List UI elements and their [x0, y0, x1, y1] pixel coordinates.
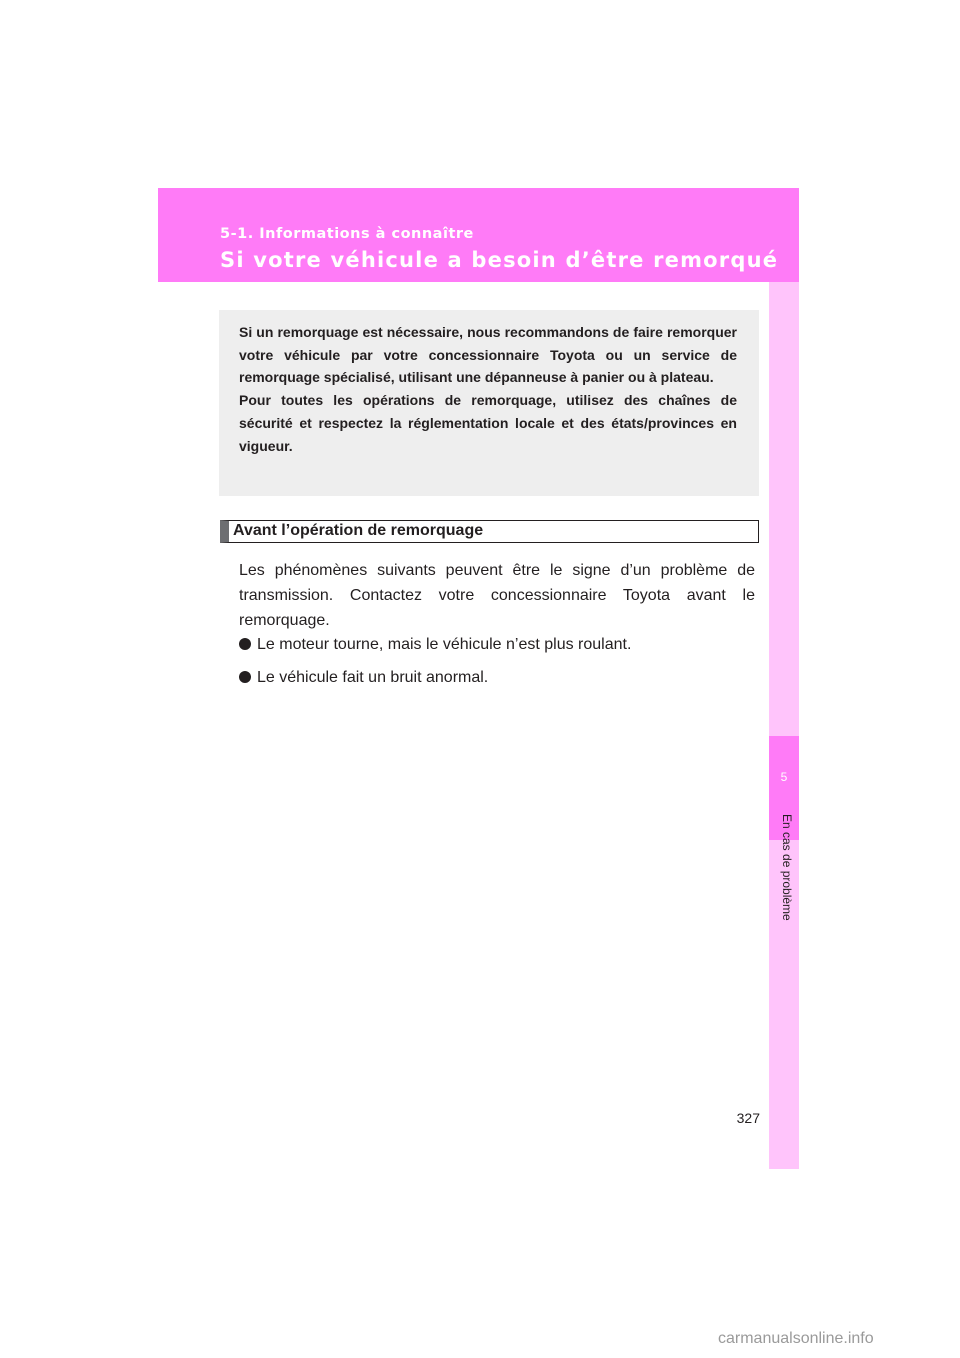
side-strip	[769, 282, 799, 1169]
chapter-number: 5	[780, 770, 788, 784]
bullet-text: Le moteur tourne, mais le véhicule n’est plus roulant.	[257, 636, 632, 653]
bullet-dot-icon	[239, 638, 251, 650]
bullet-dot-icon	[239, 671, 251, 683]
page-title: Si votre véhicule a besoin d’être remorqué	[220, 248, 779, 272]
page-number: 327	[736, 1110, 760, 1126]
intro-box	[219, 310, 759, 496]
bullet-item	[239, 636, 631, 654]
intro-paragraph-2: Pour toutes les opérations de remorquage, utilisez des chaînes de sécurité et respectez la réglementation locale et des états/provinces en vigueur.	[239, 392, 737, 454]
chapter-name: En cas de problème	[780, 814, 794, 921]
body-paragraph: Les phénomènes suivants peuvent être le signe d’un problème de transmission. Contactez votre concessionnaire Toyota avant le remorquage.	[239, 562, 755, 629]
section-label: 5-1. Informations à connaître	[220, 226, 474, 242]
section-heading	[220, 520, 759, 543]
bullet-text: Le véhicule fait un bruit anormal.	[257, 669, 489, 686]
watermark: carmanualsonline.info	[718, 1330, 874, 1347]
intro-paragraph-1: Si un remorquage est nécessaire, nous recommandons de faire remorquer votre véhicule par votre concessionnaire Toyota ou un service de remorquage spécialisé, utilisant une dépanneuse à panier ou à plateau.	[239, 324, 737, 386]
bullet-item	[239, 669, 488, 687]
section-heading-text: Avant l’opération de remorquage	[233, 522, 484, 539]
